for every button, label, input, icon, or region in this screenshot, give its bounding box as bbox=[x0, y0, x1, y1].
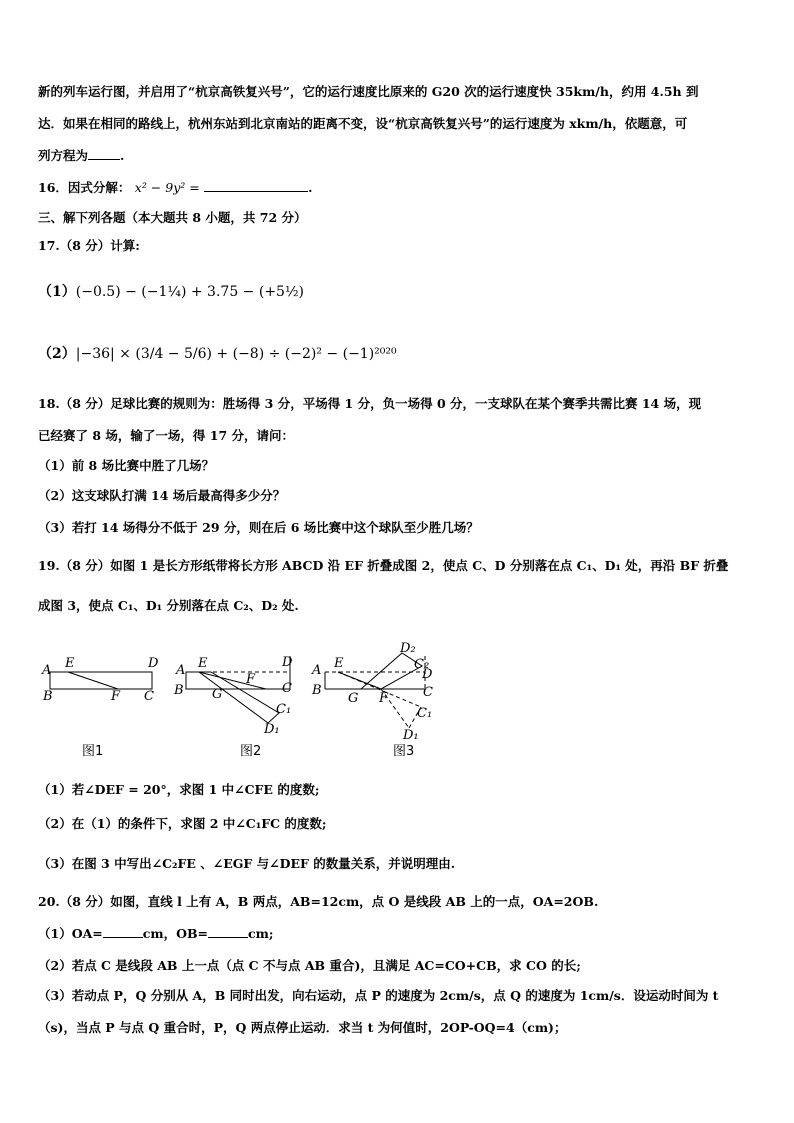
q20-sub1 bbox=[38, 926, 273, 942]
q18-line1: 18.（8 分）足球比赛的规则为：胜场得 3 分，平场得 1 分，负一场得 0 分，一支球队在某个赛季共需比赛 14 场，现 bbox=[38, 396, 702, 411]
fig2-folded-strip bbox=[199, 672, 279, 723]
q15-line3-end: . bbox=[120, 148, 125, 163]
fig3-label-f: F bbox=[379, 691, 389, 706]
q17-header: 17.（8 分）计算: bbox=[38, 238, 140, 253]
fig1-label-b: B bbox=[43, 689, 53, 704]
q17-part1-label: （1） bbox=[38, 284, 76, 300]
fig1-label-e: E bbox=[65, 656, 75, 671]
fig3-fold-ef bbox=[338, 672, 381, 689]
q17-part2-label: （2） bbox=[38, 346, 76, 362]
fig1-caption: 图1 bbox=[82, 744, 104, 759]
fig3-label-c: C bbox=[423, 685, 433, 700]
q20-line1: 20.（8 分）如图，直线 l 上有 A，B 两点，AB=12cm，点 O 是线段 AB 上的一点，OA=2OB. bbox=[38, 894, 599, 909]
fig2-caption: 图2 bbox=[240, 744, 262, 759]
q15-line3-text: 列方程为 bbox=[38, 148, 89, 163]
q15-answer-blank[interactable] bbox=[88, 159, 120, 160]
fig3-caption: 图3 bbox=[393, 744, 415, 759]
q18-sub1: （1）前 8 场比赛中胜了几场？ bbox=[38, 458, 215, 473]
q20-oa-blank[interactable] bbox=[103, 937, 143, 938]
q19-sub2: （2）在（1）的条件下，求图 2 中∠C₁FC 的度数; bbox=[38, 816, 327, 831]
q16-answer-blank[interactable] bbox=[204, 191, 308, 192]
q19-figures bbox=[36, 636, 456, 746]
fig3-label-b: B bbox=[312, 683, 322, 698]
q15-line3 bbox=[38, 148, 124, 164]
fig1-label-f: F bbox=[111, 689, 121, 704]
q16 bbox=[38, 180, 312, 196]
fig3-label-d1: D₁ bbox=[403, 728, 419, 743]
q20-ob-blank[interactable] bbox=[208, 937, 248, 938]
fig2-label-d1: D₁ bbox=[264, 722, 280, 737]
q20-sub1-a: （1）OA= bbox=[38, 926, 103, 941]
q20-sub2: （2）若点 C 是线段 AB 上一点（点 C 不与点 AB 重合)，且满足 AC=CO+CB，求 CO 的长; bbox=[38, 958, 581, 973]
q18-sub3: （3）若打 14 场得分不低于 29 分，则在后 6 场比赛中这个球队至少胜几场？ bbox=[38, 520, 479, 535]
q16-label: 16．因式分解： bbox=[38, 180, 131, 195]
fig3-label-d2: D₂ bbox=[400, 641, 416, 656]
q15-line2: 达．如果在相同的路线上，杭州东站到北京南站的距离不变，设“杭京高铁复兴号”的运行速度为 xkm/h，依题意，可 bbox=[38, 116, 688, 131]
q16-expression: x² − 9y² = bbox=[134, 180, 200, 195]
fig1-label-a: A bbox=[42, 663, 52, 678]
fig2-label-a: A bbox=[176, 663, 186, 678]
fig3-label-c2: C₂ bbox=[414, 657, 430, 672]
fig2-label-c: C bbox=[282, 681, 292, 696]
q20-sub1-c: cm; bbox=[248, 926, 274, 941]
fig1-label-d: D bbox=[148, 656, 159, 671]
q19-sub1: （1）若∠DEF = 20°，求图 1 中∠CFE 的度数; bbox=[38, 782, 320, 797]
fig2-label-b: B bbox=[174, 683, 184, 698]
q17-part2-expression: |−36| × (3/4 − 5/6) + (−8) ÷ (−2)² − (−1)²⁰²⁰ bbox=[75, 346, 397, 362]
q17-part1 bbox=[38, 284, 304, 300]
fig2-label-c1: C₁ bbox=[276, 702, 292, 717]
fig3-label-g: G bbox=[348, 691, 359, 706]
fig2-label-d: D bbox=[282, 655, 293, 670]
fig3-label-a: A bbox=[312, 663, 322, 678]
fig3-label-e: E bbox=[334, 656, 344, 671]
q18-sub2: （2）这支球队打满 14 场后最高得多少分？ bbox=[38, 488, 286, 503]
section-three-heading: 三、解下列各题（本大题共 8 小题，共 72 分） bbox=[38, 210, 307, 225]
fig2-label-e: E bbox=[198, 656, 208, 671]
q19-line1: 19.（8 分）如图 1 是长方形纸带将长方形 ABCD 沿 EF 折叠成图 2，使点 C、D 分别落在点 C₁、D₁ 处，再沿 BF 折叠 bbox=[38, 558, 729, 573]
fig2-label-g: G bbox=[212, 687, 223, 702]
q20-sub1-b: cm，OB= bbox=[142, 926, 209, 941]
q17-part2 bbox=[38, 346, 397, 362]
fig2-label-f: F bbox=[246, 672, 256, 687]
fig3-label-d: D bbox=[422, 667, 433, 682]
fig2-fold-ef bbox=[199, 672, 266, 689]
fig1-fold-line-ef bbox=[68, 672, 118, 689]
fig3-folded-strip bbox=[361, 653, 422, 689]
q17-part1-expression: (−0.5) − (−1¼) + 3.75 − (+5½) bbox=[75, 284, 304, 300]
fig1-rectangle bbox=[50, 672, 152, 689]
q18-line2: 已经赛了 8 场，输了一场，得 17 分，请问： bbox=[38, 428, 295, 443]
q19-line2: 成图 3，使点 C₁、D₁ 分别落在点 C₂、D₂ 处. bbox=[38, 598, 299, 613]
q16-end: . bbox=[308, 180, 313, 195]
q19-sub3: （3）在图 3 中写出∠C₂FE 、∠EGF 与∠DEF 的数量关系，并说明理由. bbox=[38, 856, 456, 871]
q20-sub3-line1: （3）若动点 P，Q 分别从 A，B 同时出发，向右运动，点 P 的速度为 2cm/s，点 Q 的速度为 1cm/s．设运动时间为 t bbox=[38, 988, 719, 1003]
fig1-label-c: C bbox=[144, 689, 154, 704]
fig3-label-c1: C₁ bbox=[417, 706, 433, 721]
q20-sub3-line2: （s)，当点 P 与点 Q 重合时，P，Q 两点停止运动．求当 t 为何值时，2OP-OQ=4（cm)； bbox=[38, 1020, 567, 1035]
q15-line1: 新的列车运行图，并启用了“杭京高铁复兴号”，它的运行速度比原来的 G20 次的运行速度快 35km/h，约用 4.5h 到 bbox=[38, 84, 699, 99]
